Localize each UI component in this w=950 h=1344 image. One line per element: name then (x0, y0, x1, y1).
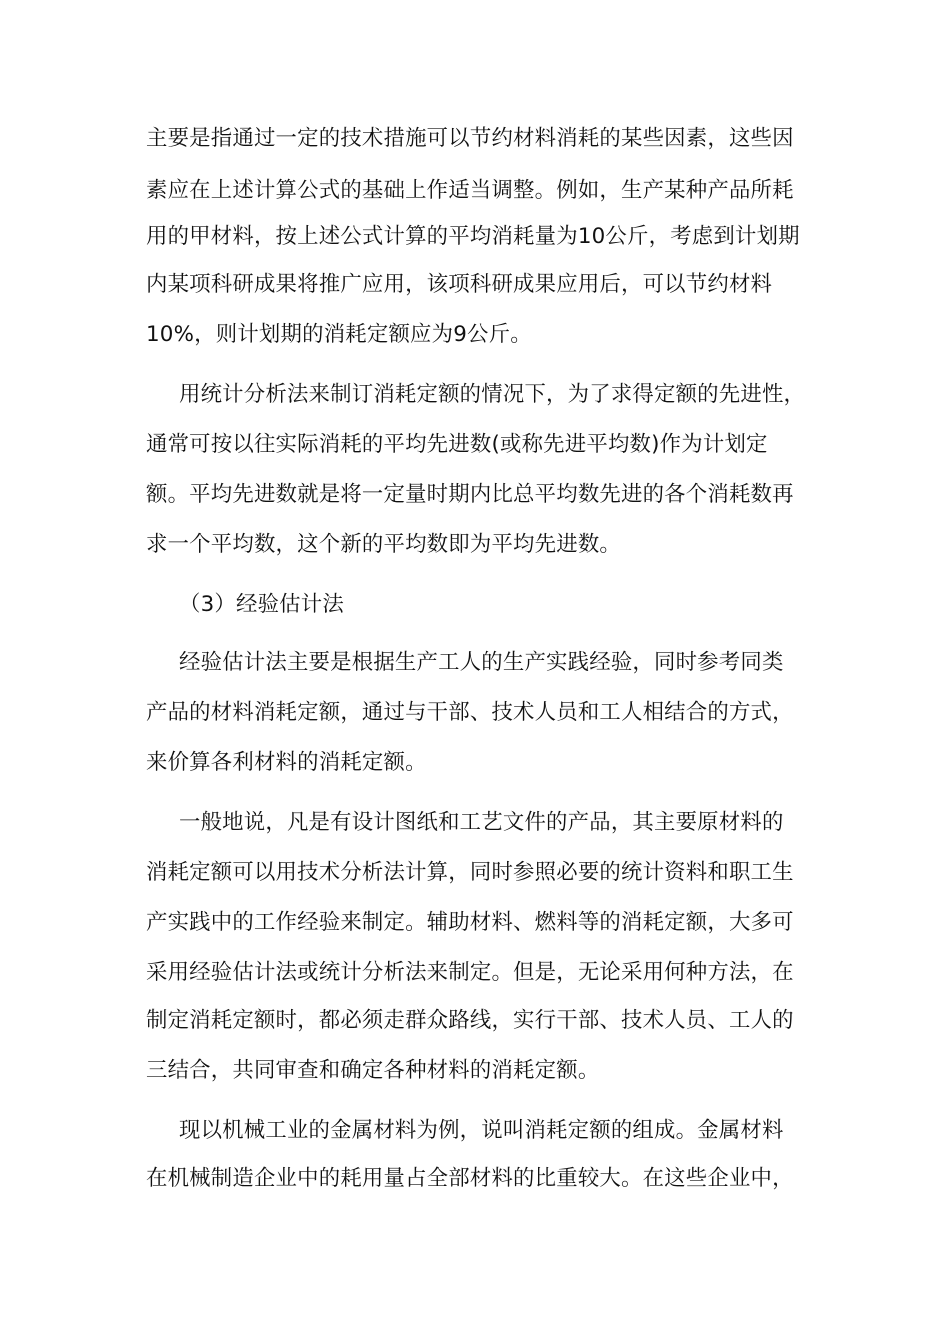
paragraph-line: 求一个平均数，这个新的平均数即为平均先进数。 (146, 532, 621, 557)
paragraph-line: 制定消耗定额时，都必须走群众路线，实行干部、技术人员、工人的 (146, 1008, 794, 1033)
paragraph-line: 消耗定额可以用技术分析法计算，同时参照必要的统计资料和职工生 (146, 860, 794, 885)
paragraph-line: 主要是指通过一定的技术措施可以节约材料消耗的某些因素，这些因 (146, 126, 794, 151)
paragraph-line: 采用经验估计法或统计分析法来制定。但是，无论采用何种方法，在 (146, 960, 794, 985)
section-heading: （3）经验估计法 (179, 592, 344, 617)
paragraph-line: 来价算各利材料的消耗定额。 (146, 750, 427, 775)
paragraph-line: 素应在上述计算公式的基础上作适当调整。例如，生产某种产品所耗 (146, 178, 794, 203)
paragraph-line: 在机械制造企业中的耗用量占全部材料的比重较大。在这些企业中， (146, 1166, 794, 1191)
paragraph-line: 一般地说，凡是有设计图纸和工艺文件的产品，其主要原材料的 (179, 810, 784, 835)
paragraph-line: 产品的材料消耗定额，通过与干部、技术人员和工人相结合的方式， (146, 700, 794, 725)
paragraph-line: 10%，则计划期的消耗定额应为9公斤。 (146, 322, 532, 347)
paragraph-line: 用的甲材料，按上述公式计算的平均消耗量为10公斤，考虑到计划期 (146, 224, 800, 249)
paragraph-line: 用统计分析法来制订消耗定额的情况下，为了求得定额的先进性， (179, 382, 806, 407)
paragraph-line: 经验估计法主要是根据生产工人的生产实践经验，同时参考同类 (179, 650, 784, 675)
paragraph-line: 产实践中的工作经验来制定。辅助材料、燃料等的消耗定额，大多可 (146, 910, 794, 935)
paragraph-line: 通常可按以往实际消耗的平均先进数(或称先进平均数)作为计划定 (146, 432, 768, 457)
paragraph-line: 内某项科研成果将推广应用，该项科研成果应用后，可以节约材料 (146, 272, 773, 297)
paragraph-line: 三结合，共同审查和确定各种材料的消耗定额。 (146, 1058, 600, 1083)
paragraph-line: 现以机械工业的金属材料为例，说叫消耗定额的组成。金属材料 (179, 1118, 784, 1143)
paragraph-line: 额。平均先进数就是将一定量时期内比总平均数先进的各个消耗数再 (146, 482, 794, 507)
